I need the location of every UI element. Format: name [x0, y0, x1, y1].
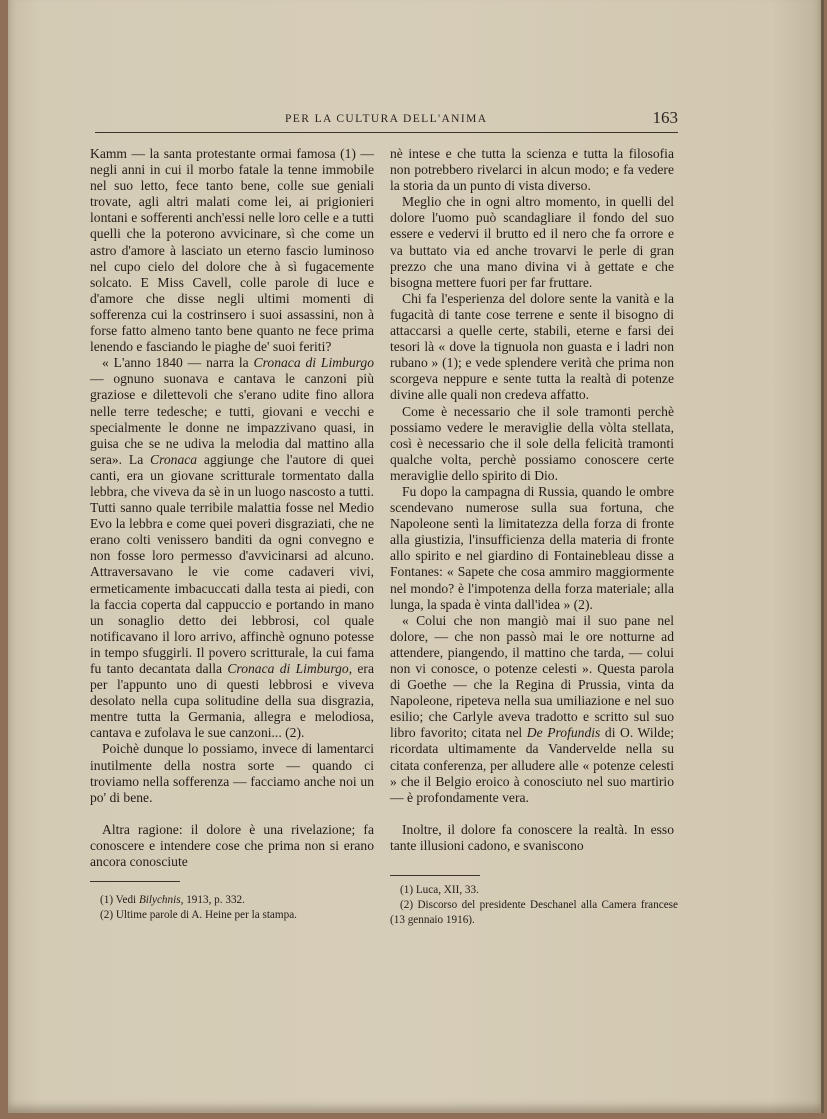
footnote-text: (1) Vedi [100, 894, 139, 906]
footnote [90, 893, 376, 908]
text-run: di O. Wilde; ricordata ultimamente da Vandervelde nella su citata conferenza, per alludere alle « potenze celesti » che il Belgio eroico à conosciuto nel suo martirio — è profondamente vera. [390, 725, 675, 805]
footnote: (2) Ultime parole di A. Heine per la stampa. [100, 908, 297, 921]
paragraph [90, 355, 374, 741]
footnote-text: , 1913, p. 332. [180, 894, 245, 906]
paragraph: Altra ragione: il dolore è una rivelazione; fa conoscere e intendere cose che prima non si erano ancora conosciute [90, 821, 374, 870]
italic-title: Cronaca di Limburgo [227, 661, 349, 676]
paragraph: Come è necessario che il sole tramonti perchè possiamo vedere le meraviglie della vòlta stellata, così è necessario che il sole della felicità tramonti qualche volta, perchè possiamo conoscere certe meraviglie dello spirito di Dio. [390, 403, 674, 483]
right-column [390, 146, 674, 854]
text-run: « L'anno 1840 — narra la [102, 355, 254, 371]
paragraph: Chi fa l'esperienza del dolore sente la vanità e la fugacità di tante cose terrene e sente il bisogno di attaccarsi a quelle certe, stabili, eterne e farsi dei tesori là « dove la tignuola non guasta e i ladri non rubano » (1); e vede splendere verità che prima non scorgeva neppure e sente tutta la realtà di potenze divine alle quali non credeva affatto. [390, 290, 674, 403]
paragraph: Meglio che in ogni altro momento, in quelli del dolore l'uomo può scandagliare il fondo del suo essere e vedervi il brutto ed il nero che fa orrore e va buttato via ed anche trovarvi le perle di gran prezzo che una mano divina vi à gettate e che bisogna mettere fuori per far fruttare. [390, 194, 674, 290]
running-head [95, 104, 678, 134]
text-run: — ognuno suonava e cantava le canzoni più graziose e dilettevoli che s'erano udite fino allora nelle terre tedesche; e tutti, giovani e vecchi e specialmente le donne ne impazzivano quasi, in guisa che se ne udiva la melodia dal mattino alla sera». La [90, 371, 374, 467]
running-title: PER LA CULTURA DELL'ANIMA [285, 113, 488, 125]
paragraph: nè intese e che tutta la scienza e tutta la filosofia non potrebbero rivelarci in alcun modo; e fa vedere la storia da un punto di vista diverso. [390, 146, 674, 194]
paragraph: Fu dopo la campagna di Russia, quando le ombre scendevano numerose sulla sua fortuna, che Napoleone sentì la limitatezza della forza di fronte alla giustizia, l'insufficienza della materia di fronte allo spirito e nel giardino di Fontainebleau disse a Fontanes: « Sapete che cosa ammiro maggiormente nel mondo? è l'impotenza della forza materiale; alla lunga, la spada è vinta dall'idea » (2). [390, 483, 674, 612]
paragraph: Poichè dunque lo possiamo, invece di lamentarci inutilmente della nostra sorte — quando ci troviamo nella sofferenza — facciamo anche noi un po' di bene. [90, 741, 374, 805]
footnote-italic: Bilychnis [138, 894, 181, 906]
footnotes-left [90, 893, 376, 923]
header-rule [95, 132, 678, 133]
text-run: , era per l'appunto uno di questi lebbrosi e viveva desolato nella cupa solitudine della sua disgrazia, mentre tutta la Germania, allegra e melodiosa, cantava e zufolava le sue canzoni... (2). [90, 661, 374, 741]
paragraph: Kamm — la santa protestante ormai famosa (1) — negli anni in cui il morbo fatale la tenne immobile nel suo letto, fece tanto bene, colle sue geniali trovate, agli altri malati come lei, ai prigionieri lontani e sofferenti anch'essi nelle loro celle e a tutti quelli che la poterono avvicinare, sì che come un astro d'amore à lasciato un eterno fascio luminoso nel cupo cielo del dolore che à sì fugacemente solcato. E Miss Cavell, colle parole di luce e d'amore che disse negli ultimi momenti di sofferenza cui la costrinsero i suoi assassini, non à forse fatto almeno tanto bene quanto ne fece prima lenendo e fasciando le piaghe de' suoi feriti? [90, 146, 374, 355]
paragraph [390, 613, 674, 806]
footnote: (2) Discorso del presidente Deschanel alla Camera francese (13 gennaio 1916). [390, 898, 678, 926]
book-page [8, 0, 824, 1113]
left-column [90, 146, 374, 870]
text-run: aggiunge che l'autore di quei canti, era un giovane scritturale tormentato dalla lebbra, che viveva da sè in un luogo nascosto a tutti. Tutti sanno quale terribile malattia fosse nel Medio Evo la lebbra e come quei poveri disgraziati, che ne erano colti venissero banditi da ogni convegno e non fosse loro permesso d'avvicinarsi ad alcuno. Attraversavano le vie come cadaveri vivi, ermeticamente imbacuccati dalla testa ai piedi, con la faccia coperta dal cappuccio e portando in mano un sonaglio detto dei lebbrosi, col quale notificavano il loro arrivo, affinchè ognuno potesse in tempo sfuggirli. Il povero scritturale, la cui fama fu tanto decantata dalla [90, 451, 374, 676]
footnotes-right [390, 883, 678, 927]
italic-title: Cronaca di Limburgo [253, 355, 375, 371]
footnote-rule [390, 875, 480, 876]
italic-title: Cronaca [150, 451, 198, 467]
footnote: (1) Luca, XII, 33. [400, 884, 479, 896]
italic-title: De Profundis [526, 725, 601, 741]
text-run: « Colui che non mangiò mai il suo pane nel dolore, — che non passò mai le ore notturne ad attendere, piangendo, il mattino che tarda, — colui non vi conosce, o potenze celesti ». Questa parola di Goethe — che la Regina di Prussia, vinta da Napoleone, ripeteva nella sua umiliazione e nel suo esilio; che Carlyle aveva tradotto e scritto sul suo libro favorito; citata nel [390, 612, 674, 741]
paragraph: Inoltre, il dolore fa conoscere la realtà. In esso tante illusioni cadono, e svaniscono [390, 821, 674, 853]
footnote-rule [90, 881, 180, 882]
page-number: 163 [652, 108, 678, 127]
